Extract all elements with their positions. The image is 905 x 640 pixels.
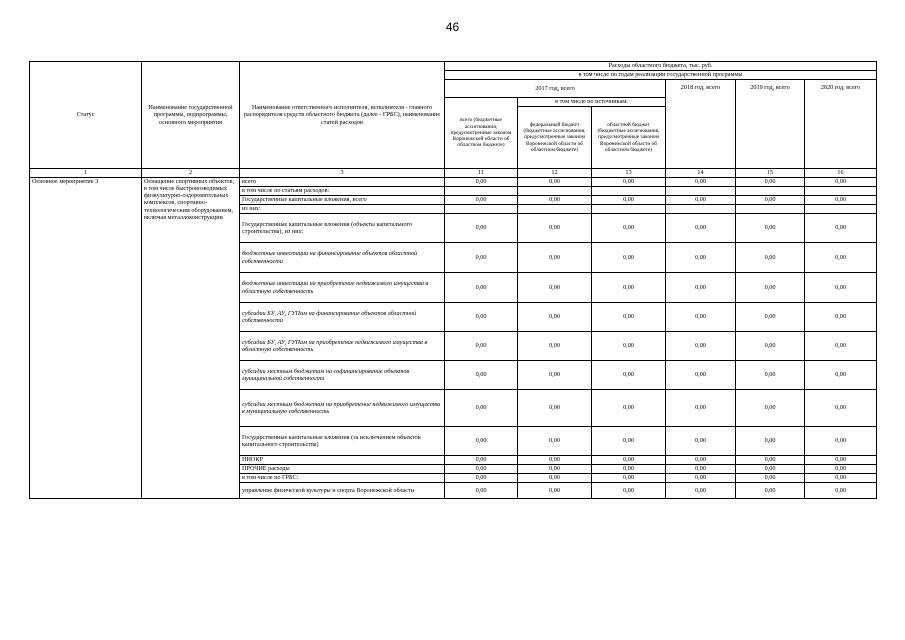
value-cell: 0,00: [666, 303, 736, 332]
row-label: бюджетные инвестиции на приобретение недвижимого имущества в областную собственность: [240, 273, 445, 303]
value-cell: 0,00: [666, 273, 736, 303]
value-cell: 0,00: [445, 361, 518, 390]
row-label: Государственные капитальные вложения, всего: [240, 196, 445, 205]
value-cell: 0,00: [518, 390, 592, 427]
header-program-name: Наименование государственной программы, подпрограммы, основного мероприятия: [142, 62, 240, 169]
value-cell: 0,00: [736, 196, 805, 205]
value-cell: 0,00: [805, 214, 877, 243]
value-cell: 0,00: [518, 474, 592, 483]
column-index: 2: [142, 169, 240, 178]
value-cell: 0,00: [445, 303, 518, 332]
value-cell: [592, 205, 666, 214]
value-cell: [666, 205, 736, 214]
value-cell: 0,00: [592, 332, 666, 361]
value-cell: [666, 187, 736, 196]
value-cell: 0,00: [666, 483, 736, 499]
value-cell: 0,00: [592, 390, 666, 427]
value-cell: 0,00: [592, 427, 666, 456]
value-cell: 0,00: [445, 243, 518, 273]
column-index: 16: [805, 169, 877, 178]
value-cell: 0,00: [736, 303, 805, 332]
value-cell: 0,00: [805, 465, 877, 474]
value-cell: 0,00: [666, 427, 736, 456]
value-cell: 0,00: [805, 427, 877, 456]
row-label: ПРОЧИЕ расходы: [240, 465, 445, 474]
value-cell: 0,00: [666, 456, 736, 465]
value-cell: 0,00: [592, 243, 666, 273]
value-cell: 0,00: [518, 178, 592, 187]
value-cell: 0,00: [666, 390, 736, 427]
value-cell: 0,00: [666, 243, 736, 273]
row-label: в том числе по ГРБС:: [240, 474, 445, 483]
value-cell: 0,00: [666, 178, 736, 187]
value-cell: 0,00: [736, 483, 805, 499]
table-row: [30, 178, 877, 187]
page-number: 46: [445, 20, 460, 34]
row-label: субсидии местным бюджетам на приобретение недвижимого имущества в муниципальную собственность: [240, 390, 445, 427]
value-cell: 0,00: [736, 456, 805, 465]
value-cell: 0,00: [805, 178, 877, 187]
value-cell: [805, 205, 877, 214]
column-index: 15: [736, 169, 805, 178]
value-cell: 0,00: [805, 332, 877, 361]
value-cell: [805, 187, 877, 196]
row-label: управление физической культуры и спорта Воронежской области: [240, 483, 445, 499]
header-executor: Наименование ответственного исполнителя, исполнителя - главного распорядителя средств областного бюджета (далее - ГРБС), наименование статей расходов: [240, 62, 445, 169]
row-label: Государственные капитальные вложения (за исключением объектов капитального строительства): [240, 427, 445, 456]
value-cell: [518, 205, 592, 214]
value-cell: 0,00: [736, 474, 805, 483]
value-cell: 0,00: [518, 465, 592, 474]
row-label: субсидии БУ, АУ, ГУПам на финансирование объектов областной собственности: [240, 303, 445, 332]
value-cell: 0,00: [666, 361, 736, 390]
column-index: 12: [518, 169, 592, 178]
header-col-federal: федеральный бюджет (бюджетные ассигнования, предусмотренные законом Воронежской области об областном бюджете): [518, 107, 592, 169]
value-cell: 0,00: [736, 361, 805, 390]
header-col-regional: областной бюджет (бюджетные ассигнования, предусмотренные законом Воронежской области об областном бюджете): [592, 107, 666, 169]
value-cell: 0,00: [445, 178, 518, 187]
header-by-years: в том числе по годам реализации государственной программы: [445, 71, 877, 80]
value-cell: 0,00: [518, 303, 592, 332]
value-cell: 0,00: [736, 178, 805, 187]
value-cell: 0,00: [518, 196, 592, 205]
value-cell: 0,00: [445, 273, 518, 303]
value-cell: 0,00: [592, 456, 666, 465]
row-label: из них:: [240, 205, 445, 214]
value-cell: 0,00: [592, 214, 666, 243]
header-year-2019: 2019 год, всего: [736, 80, 805, 169]
column-index-row: [30, 169, 877, 178]
value-cell: 0,00: [592, 483, 666, 499]
header-by-sources: в том числе по источникам:: [518, 98, 666, 107]
value-cell: 0,00: [805, 456, 877, 465]
value-cell: 0,00: [736, 332, 805, 361]
value-cell: 0,00: [805, 474, 877, 483]
value-cell: 0,00: [445, 483, 518, 499]
row-label: Государственные капитальные вложения (объекты капитального строительства), из них:: [240, 214, 445, 243]
value-cell: 0,00: [805, 196, 877, 205]
row-label: всего: [240, 178, 445, 187]
value-cell: 0,00: [518, 214, 592, 243]
value-cell: [445, 187, 518, 196]
column-index: 14: [666, 169, 736, 178]
column-index: 1: [30, 169, 142, 178]
value-cell: 0,00: [592, 474, 666, 483]
row-label: в том числе по статьям расходов:: [240, 187, 445, 196]
value-cell: 0,00: [445, 474, 518, 483]
value-cell: 0,00: [592, 465, 666, 474]
value-cell: 0,00: [518, 361, 592, 390]
column-index: 13: [592, 169, 666, 178]
header-year-2018: 2018 год, всего: [666, 80, 736, 169]
value-cell: 0,00: [445, 427, 518, 456]
value-cell: 0,00: [445, 390, 518, 427]
row-label: субсидии местным бюджетам на софинансирование объектов муниципальной собственности: [240, 361, 445, 390]
value-cell: 0,00: [666, 474, 736, 483]
value-cell: 0,00: [592, 361, 666, 390]
value-cell: 0,00: [518, 243, 592, 273]
value-cell: 0,00: [736, 427, 805, 456]
header-year-2017: 2017 год, всего: [445, 80, 666, 98]
value-cell: 0,00: [445, 214, 518, 243]
value-cell: [518, 187, 592, 196]
value-cell: 0,00: [666, 332, 736, 361]
value-cell: [445, 205, 518, 214]
value-cell: 0,00: [518, 332, 592, 361]
value-cell: 0,00: [518, 427, 592, 456]
value-cell: 0,00: [445, 465, 518, 474]
value-cell: 0,00: [805, 303, 877, 332]
value-cell: 0,00: [805, 273, 877, 303]
value-cell: 0,00: [445, 456, 518, 465]
header-status: Статус: [30, 62, 142, 169]
value-cell: 0,00: [805, 361, 877, 390]
value-cell: 0,00: [518, 456, 592, 465]
value-cell: 0,00: [805, 243, 877, 273]
value-cell: 0,00: [666, 465, 736, 474]
value-cell: 0,00: [736, 390, 805, 427]
value-cell: 0,00: [592, 196, 666, 205]
header-col-total: всего (бюджетные ассигнования, предусмотренные законом Воронежской области об областном бюджете): [445, 98, 518, 169]
column-index: 11: [445, 169, 518, 178]
value-cell: 0,00: [736, 273, 805, 303]
value-cell: [736, 205, 805, 214]
value-cell: [736, 187, 805, 196]
value-cell: 0,00: [518, 483, 592, 499]
value-cell: 0,00: [666, 214, 736, 243]
value-cell: 0,00: [666, 196, 736, 205]
header-expenses-title: Расходы областного бюджета, тыс. руб.: [445, 62, 877, 71]
budget-table: [29, 61, 877, 499]
row-label: бюджетные инвестиции на финансирование объектов областной собственности: [240, 243, 445, 273]
column-index: 3: [240, 169, 445, 178]
value-cell: [592, 187, 666, 196]
value-cell: 0,00: [736, 243, 805, 273]
header-year-2020: 2020 год, всего: [805, 80, 877, 169]
value-cell: 0,00: [445, 196, 518, 205]
value-cell: 0,00: [736, 214, 805, 243]
value-cell: 0,00: [592, 273, 666, 303]
value-cell: 0,00: [518, 273, 592, 303]
value-cell: 0,00: [805, 483, 877, 499]
value-cell: 0,00: [805, 390, 877, 427]
value-cell: 0,00: [445, 332, 518, 361]
program-cell: Оснащение спортивных объектов, в том числе быстровозводимых физкультурно-оздоровительных комплексов, спортивно-технологическим оборудованием, включая металлоконструкции: [142, 178, 240, 499]
row-label: НИОКР: [240, 456, 445, 465]
value-cell: 0,00: [592, 303, 666, 332]
value-cell: 0,00: [592, 178, 666, 187]
row-label: субсидии БУ, АУ, ГУПам на приобретение недвижимого имущества в областную собственность: [240, 332, 445, 361]
value-cell: 0,00: [736, 465, 805, 474]
status-cell: Основное мероприятие 3: [30, 178, 142, 499]
